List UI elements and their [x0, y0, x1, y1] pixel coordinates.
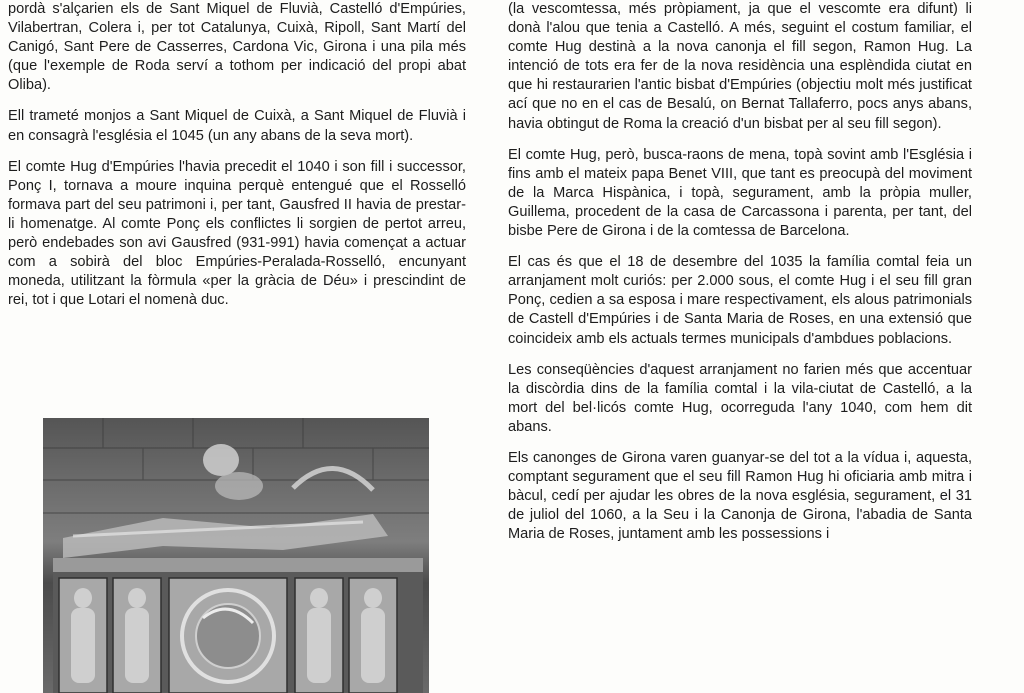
paragraph: El comte Hug d'Empúries l'havia precedit el 1040 i son fill i successor, Ponç I, tornava a moure inquina perquè entengué que el Rosselló formava part del seu patrimoni i, per tant, Gausfred II havia de prestar-li homenatge. Al comte Ponç els conflictes li sorgien de pertot arreu, però endebades son avi Gausfred (931-991) havia començat a actuar com a sobirà del bloc Empúries-Peralada-Rosselló, encunyant moneda, utilitzant la fòrmula «per la gràcia de Déu» i prescindint de rei, tot i que Lotari el nomenà duc. — [8, 158, 466, 309]
paragraph: Els canonges de Girona varen guanyar-se del tot a la vídua i, aquesta, comptant segurament que el seu fill Ramon Hug hi oficiaria amb mitra i bàcul, cedí per ajudar les obres de la nova església, segurament, el 31 de juliol del 1060, a la Seu i la Canonja de Girona, l'abadia de Santa Maria de Roses, juntament amb les possessions i — [508, 449, 972, 543]
paragraph: Les conseqüències d'aquest arranjament no farien més que accentuar la discòrdia dins de la família comtal i la vila-ciutat de Castelló, a la mort del bel·licós comte Hug, ocorreguda l'any 1040, com hem dit abans. — [508, 361, 972, 435]
paragraph: El cas és que el 18 de desembre del 1035 la família comtal feia un arranjament molt curiós: per 2.000 sous, el comte Hug i el seu fill gran Ponç, cedien a sa esposa i mare respectivament, els alous patrimonials de Castell d'Empúries i de Santa Maria de Roses, en una extensió que coincideix amb els actuals termes municipals d'ambdues poblacions. — [508, 254, 972, 347]
paragraph: El comte Hug, però, busca-raons de mena, topà sovint amb l'Església i fins amb el mateix papa Benet VIII, que tant es preocupà del moviment de la Marca Hispànica, i topà, segurament, amb la pròpia muller, Guillema, procedent de la casa de Carcassona i parenta, per tant, del bisbe Pere de Girona i de la comtessa de Barcelona. — [508, 146, 972, 240]
right-text-column — [508, 0, 972, 556]
sarcophagus-photo — [43, 418, 429, 693]
left-text-column — [8, 0, 466, 322]
paragraph: (la vescomtessa, més pròpiament, ja que el vescomte era difunt) li donà l'alou que tenia a Castelló. A més, seguint el costum familiar, el comte Hug destinà a la nova canonja el fill segon, Ramon Hug. La intenció de tots era fer de la nova residència una esplèndida ciutat en que hi restaurarien l'antic bisbat d'Empúries (objectiu molt més justificat ací que no en el cas de Besalú, on Bernat Tallaferro, pocs anys abans, havia obtingut de Roma la creació d'un bisbat per al seu fill segon). — [508, 1, 972, 132]
paragraph: Ell trameté monjos a Sant Miquel de Cuixà, a Sant Miquel de Fluvià i en consagrà l'església el 1045 (un any abans de la seva mort). — [8, 108, 466, 144]
paragraph: pordà s'alçarien els de Sant Miquel de Fluvià, Castelló d'Empúries, Vilabertran, Colera i, per tot Catalunya, Cuixà, Ripoll, Sant Martí del Canigó, Sant Pere de Casserres, Cardona Vic, Girona i una pila més (que l'exemple de Roda serví a tothom per indicació del propi abat Oliba). — [8, 1, 466, 94]
